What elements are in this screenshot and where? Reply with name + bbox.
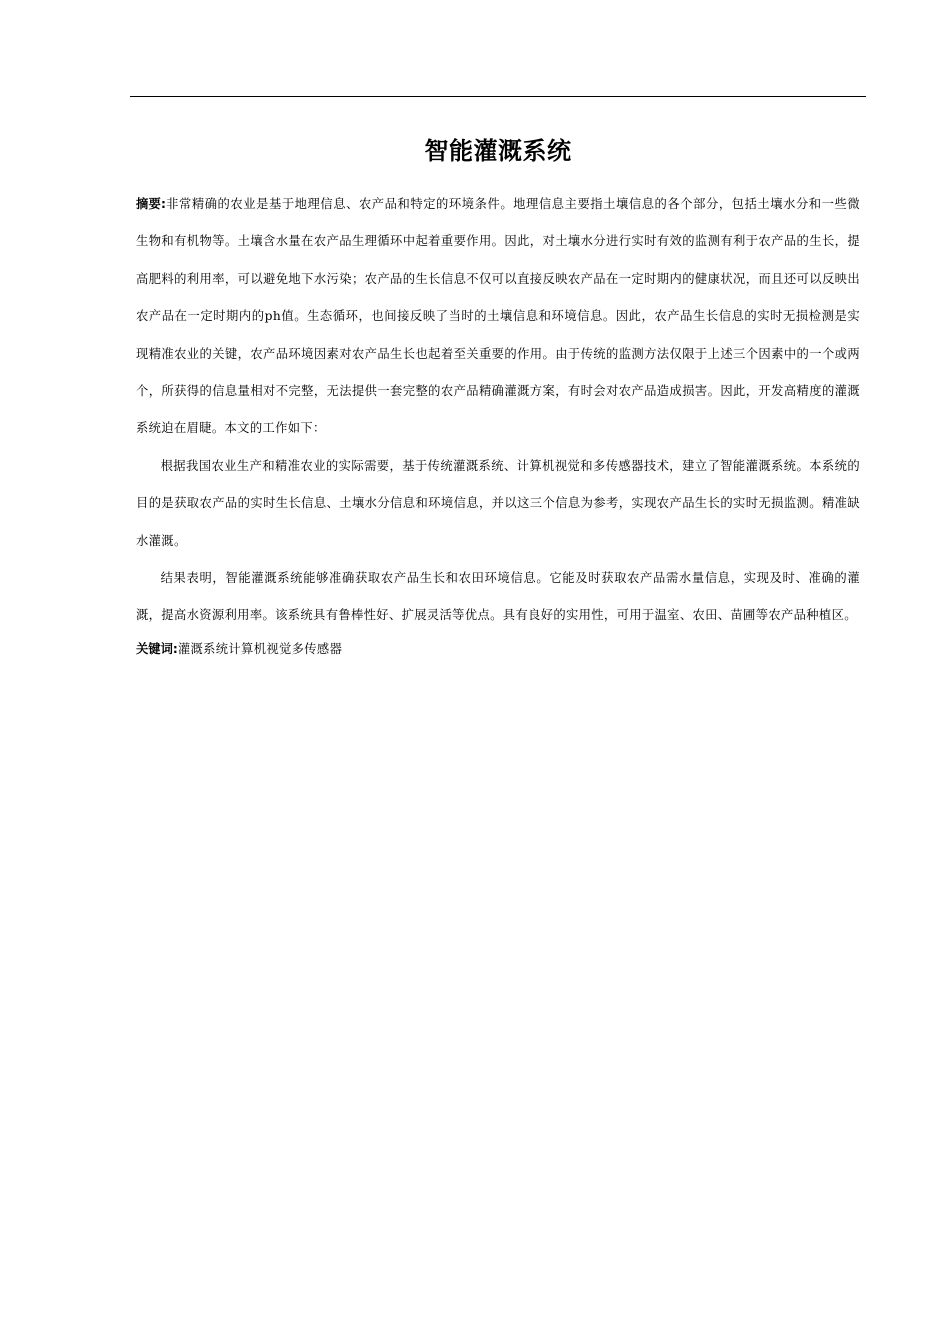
abstract-paragraph-1	[136, 186, 860, 448]
abstract-paragraph-1-text: 非常精确的农业是基于地理信息、农产品和特定的环境条件。地理信息主要指土壤信息的各个部分，包括土壤水分和一些微生物和有机物等。土壤含水量在农产品生理循环中起着重要作用。因此，对土壤水分进行实时有效的监测有利于农产品的生长，提高肥料的利用率，可以避免地下水污染；农产品的生长信息不仅可以直接反映农产品在一定时期内的健康状况，而且还可以反映出农产品在一定时期内的ph值。生态循环，也间接反映了当时的土壤信息和环境信息。因此，农产品生长信息的实时无损检测是实现精准农业的关键，农产品环境因素对农产品生长也起着至关重要的作用。由于传统的监测方法仅限于上述三个因素中的一个或两个，所获得的信息量相对不完整，无法提供一套完整的农产品精确灌溉方案，有时会对农产品造成损害。因此，开发高精度的灌溉系统迫在眉睫。本文的工作如下：	[136, 197, 861, 436]
abstract-label: 摘要:	[136, 197, 166, 211]
keywords-line	[136, 635, 860, 663]
document-title: 智能灌溉系统	[424, 137, 572, 165]
header-rule	[130, 96, 866, 97]
abstract-paragraph-3: 结果表明，智能灌溉系统能够准确获取农产品生长和农田环境信息。它能及时获取农产品需水量信息，实现及时、准确的灌溉，提高水资源利用率。该系统具有鲁棒性好、扩展灵活等优点。具有良好的实用性，可用于温室、农田、苗圃等农产品种植区。	[136, 571, 860, 623]
abstract-section	[136, 186, 860, 663]
abstract-paragraph-2: 根据我国农业生产和精准农业的实际需要，基于传统灌溉系统、计算机视觉和多传感器技术，建立了智能灌溉系统。本系统的目的是获取农产品的实时生长信息、土壤水分信息和环境信息，并以这三个信息为参考，实现农产品生长的实时无损监测。精准缺水灌溉。	[136, 458, 860, 548]
keywords-text: 灌溉系统计算机视觉多传感器	[177, 641, 343, 656]
keywords-label: 关键词:	[136, 641, 178, 656]
